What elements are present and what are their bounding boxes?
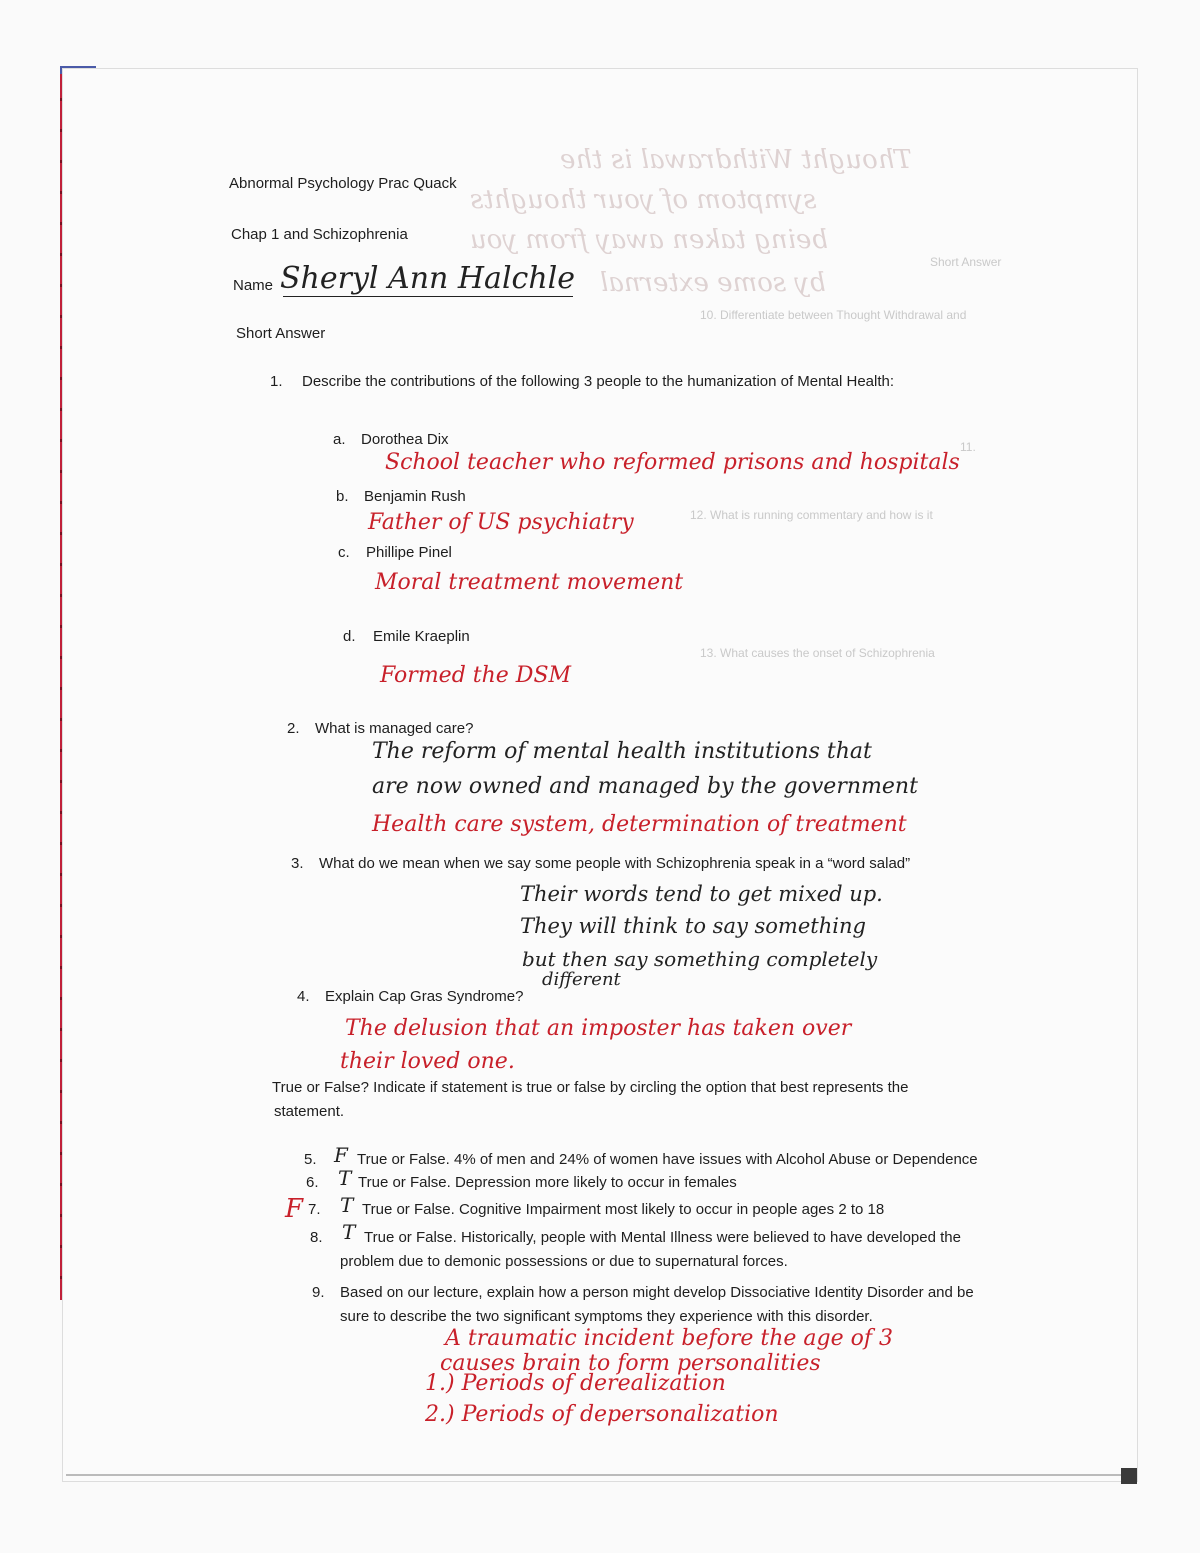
- q1-number: 1.: [270, 373, 283, 390]
- q9-number: 9.: [312, 1284, 325, 1301]
- q3-answer-line2: They will think to say something: [520, 914, 866, 938]
- q5-mark: F: [334, 1143, 348, 1167]
- q9-prompt-1: Based on our lecture, explain how a person might develop Dissociative Identity Disorder and be: [340, 1284, 974, 1301]
- q4-number: 4.: [297, 988, 310, 1005]
- q2-answer-line1: The reform of mental health institutions that: [372, 739, 872, 764]
- bleed-print-2: 10. Differentiate between Thought Withdrawal and: [700, 308, 967, 322]
- q9-answer-line3: 1.) Periods of derealization: [425, 1371, 726, 1396]
- tf-instructions-1: True or False? Indicate if statement is true or false by circling the option that best represents the: [272, 1079, 909, 1096]
- q3-answer-line3: but then say something completely: [522, 947, 878, 971]
- tf-instructions-2: statement.: [274, 1103, 345, 1120]
- bleed-print-1: Short Answer: [930, 255, 1002, 269]
- q9-answer-line1: A traumatic incident before the age of 3: [445, 1326, 893, 1351]
- q3-prompt: What do we mean when we say some people with Schizophrenia speak in a “word salad”: [319, 855, 911, 872]
- name-label: Name: [233, 277, 274, 294]
- q1a-answer: School teacher who reformed prisons and hospitals: [385, 450, 960, 475]
- q8-text: True or False. Historically, people with Mental Illness were believed to have developed the: [364, 1229, 961, 1246]
- q1c-name: Phillipe Pinel: [366, 544, 452, 561]
- bleed-print-4: 12. What is running commentary and how is it: [690, 508, 933, 522]
- bleed-hw-3: being taken away from you: [470, 225, 829, 255]
- q4-answer-line1: The delusion that an imposter has taken over: [345, 1016, 852, 1041]
- q1b-answer: Father of US psychiatry: [368, 510, 634, 535]
- q4-answer-line2: their loved one.: [340, 1049, 515, 1074]
- q9-answer-line4: 2.) Periods of depersonalization: [425, 1402, 779, 1427]
- q7-text: True or False. Cognitive Impairment most likely to occur in people ages 2 to 18: [362, 1201, 885, 1218]
- student-name: Sheryl Ann Halchle: [280, 261, 576, 296]
- q3-number: 3.: [291, 855, 304, 872]
- bleed-print-5: 13. What causes the onset of Schizophrenia: [700, 646, 935, 660]
- name-underline: [283, 296, 573, 297]
- page-bottom-edge: [66, 1474, 1126, 1476]
- q8-mark: T: [342, 1220, 356, 1244]
- scan-corner-mark: [1121, 1468, 1137, 1484]
- q1c-answer: Moral treatment movement: [375, 570, 684, 595]
- q1d-letter: d.: [343, 628, 356, 645]
- q2-answer-line2: are now owned and managed by the government: [372, 774, 918, 799]
- q7-number: 7.: [308, 1201, 321, 1218]
- q7-correction-mark: F: [285, 1194, 304, 1224]
- q8-number: 8.: [310, 1229, 323, 1246]
- q1-prompt: Describe the contributions of the following 3 people to the humanization of Mental Health:: [302, 373, 895, 390]
- q6-mark: T: [338, 1166, 352, 1190]
- chapter-title: Chap 1 and Schizophrenia: [231, 226, 408, 243]
- bleed-hw-4: by some external: [600, 268, 826, 298]
- q5-text: True or False. 4% of men and 24% of women have issues with Alcohol Abuse or Dependence: [357, 1151, 978, 1168]
- q9-answer-line2: causes brain to form personalities: [440, 1351, 821, 1376]
- q1b-letter: b.: [336, 488, 349, 505]
- q9-prompt-2: sure to describe the two significant symptoms they experience with this disorder.: [340, 1308, 873, 1325]
- q1c-letter: c.: [338, 544, 350, 561]
- q6-text: True or False. Depression more likely to occur in females: [358, 1174, 737, 1191]
- q1d-answer: Formed the DSM: [380, 663, 572, 688]
- q5-number: 5.: [304, 1151, 317, 1168]
- q7-mark: T: [340, 1193, 354, 1217]
- q4-prompt: Explain Cap Gras Syndrome?: [325, 988, 524, 1005]
- bleed-hw-2: symptom of your thoughts: [470, 185, 817, 215]
- course-title: Abnormal Psychology Prac Quack: [229, 175, 457, 192]
- q6-number: 6.: [306, 1174, 319, 1191]
- q1a-letter: a.: [333, 431, 346, 448]
- q2-number: 2.: [287, 720, 300, 737]
- q2-answer-line3: Health care system, determination of treatment: [372, 812, 907, 837]
- q1d-name: Emile Kraeplin: [373, 628, 470, 645]
- bleed-hw-1: Thought Withdrawal is the: [560, 145, 912, 175]
- q3-answer-line4: different: [542, 969, 621, 990]
- q8-text-cont: problem due to demonic possessions or due to supernatural forces.: [340, 1253, 788, 1270]
- bleed-print-3: 11.: [960, 440, 976, 454]
- section-short-answer: Short Answer: [236, 325, 326, 342]
- q2-prompt: What is managed care?: [315, 720, 474, 737]
- q3-answer-line1: Their words tend to get mixed up.: [520, 882, 883, 906]
- q1a-name: Dorothea Dix: [361, 431, 449, 448]
- q1b-name: Benjamin Rush: [364, 488, 466, 505]
